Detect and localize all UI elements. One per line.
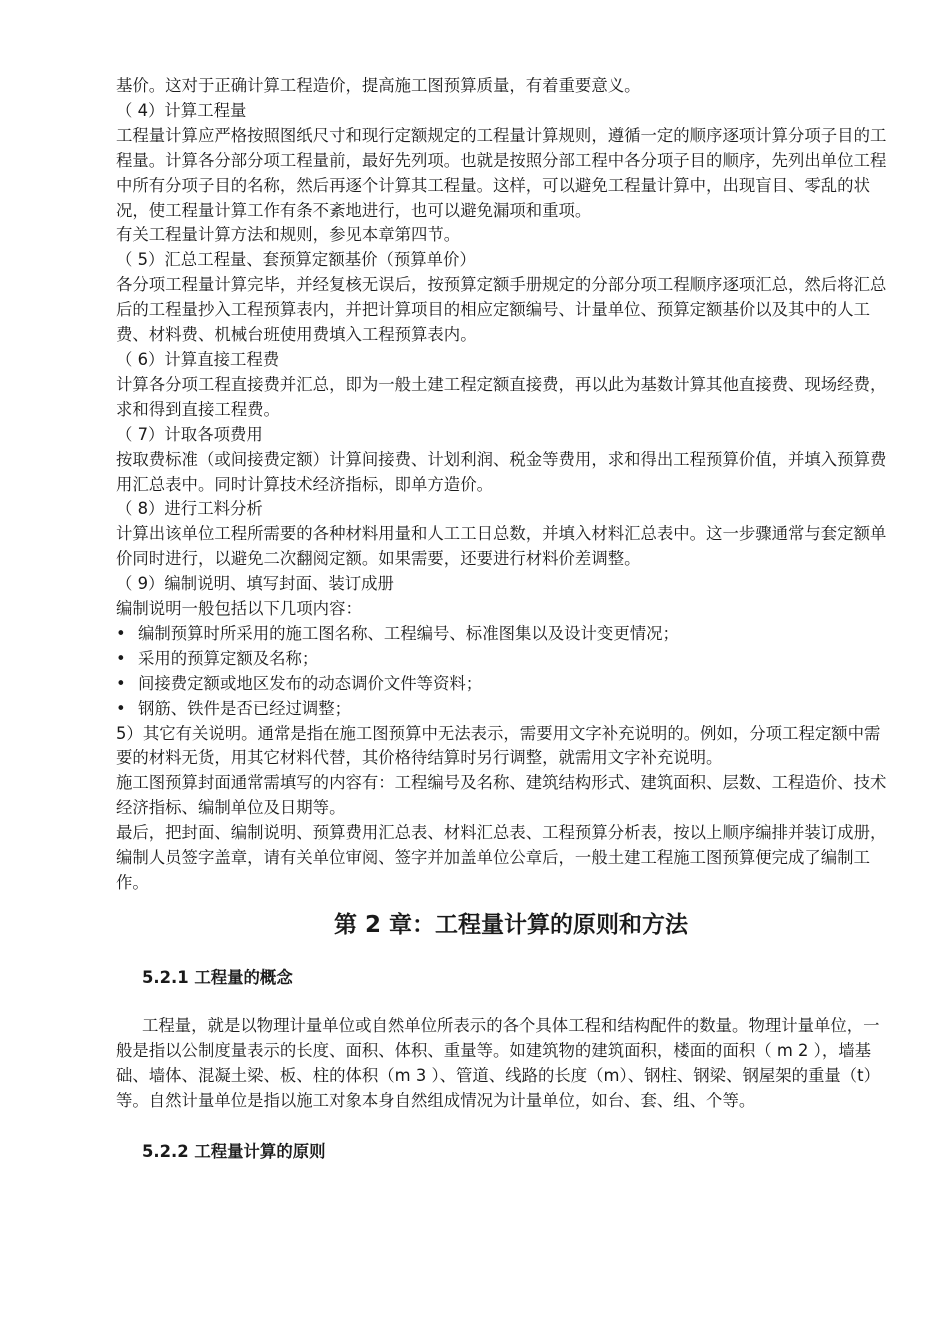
list-item-text: 采用的预算定额及名称； (138, 648, 319, 668)
list-item (116, 672, 892, 697)
bullet-icon: • (116, 673, 126, 693)
step-heading: （ 5）汇总工程量、套预算定额基价（预算单价） (116, 250, 476, 270)
bullet-icon: • (116, 623, 126, 643)
step-heading: （ 7）计取各项费用 (116, 424, 263, 444)
paragraph: 计算出该单位工程所需要的各种材料用量和人工工日总数，并填入材料汇总表中。这一步骤通常与套定额单价同时进行，以避免二次翻阅定额。如果需要，还要进行材料价差调整。 (116, 524, 887, 569)
paragraph: 编制说明一般包括以下几项内容： (116, 599, 362, 619)
bullet-icon: • (116, 648, 126, 668)
step-heading: （ 4）计算工程量 (116, 100, 247, 120)
step-heading: （ 6）计算直接工程费 (116, 349, 280, 369)
paragraph: 5）其它有关说明。通常是指在施工图预算中无法表示，需要用文字补充说明的。例如，分项工程定额中需要的材料无货，用其它材料代替，其价格待结算时另行调整，就需用文字补充说明。 (116, 723, 881, 768)
step-heading: （ 8）进行工料分析 (116, 499, 263, 519)
list-item (116, 697, 892, 722)
section-heading: 5.2.2 工程量计算的原则 (142, 1141, 326, 1161)
bullet-list (116, 622, 892, 722)
paragraph: 各分项工程量计算完毕，并经复核无误后，按预算定额手册规定的分部分项工程顺序逐项汇总，然后将汇总后的工程量抄入工程预算表内，并把计算项目的相应定额编号、计量单位、预算定额基价以及其中的人工费、材料费、机械台班使用费填入工程预算表内。 (116, 275, 887, 345)
list-item (116, 647, 892, 672)
chapter-title: 第 2 章：工程量计算的原则和方法 (333, 911, 689, 938)
list-item (116, 622, 892, 647)
section-paragraph: 工程量，就是以物理计量单位或自然单位所表示的各个具体工程和结构配件的数量。物理计量单位，一般是指以公制度量表示的长度、面积、体积、重量等。如建筑物的建筑面积，楼面的面积（ m 2 ），墙基础、墙体、混凝土梁、板、柱的体积（m 3 ）、管道、线路的长度（m）、钢柱、钢梁、钢屋架的重量（t）等。自然计量单位是指以施工对象本身自然组成情况为计量单位，如台、套、组、个等。 (116, 1015, 880, 1110)
paragraph: 最后，把封面、编制说明、预算费用汇总表、材料汇总表、工程预算分析表，按以上顺序编排并装订成册，编制人员签字盖章，请有关单位审阅、签字并加盖单位公章后，一般土建工程施工图预算便完成了编制工作。 (116, 823, 887, 892)
list-item-text: 编制预算时所采用的施工图名称、工程编号、标准图集以及设计变更情况； (138, 623, 679, 643)
list-item-text: 钢筋、铁件是否已经过调整； (138, 698, 352, 718)
paragraph: 工程量计算应严格按照图纸尺寸和现行定额规定的工程量计算规则，遵循一定的顺序逐项计算分项子目的工程量。计算各分部分项工程量前，最好先列项。也就是按照分部工程中各分项子目的顺序，先列出单位工程中所有分项子目的名称，然后再逐个计算其工程量。这样，可以避免工程量计算中，出现盲目、零乱的状况，使工程量计算工作有条不紊地进行，也可以避免漏项和重项。 (116, 125, 887, 220)
step-heading: （ 9）编制说明、填写封面、装订成册 (116, 574, 394, 594)
paragraph: 有关工程量计算方法和规则，参见本章第四节。 (116, 225, 461, 245)
paragraph: 施工图预算封面通常需填写的内容有：工程编号及名称、建筑结构形式、建筑面积、层数、工程造价、技术经济指标、编制单位及日期等。 (116, 773, 887, 818)
paragraph: 按取费标准（或间接费定额）计算间接费、计划利润、税金等费用，求和得出工程预算价值，并填入预算费用汇总表中。同时计算技术经济指标，即单方造价。 (116, 449, 887, 494)
paragraph: 计算各分项工程直接费并汇总，即为一般土建工程定额直接费，再以此为基数计算其他直接费、现场经费，求和得到直接工程费。 (116, 374, 887, 419)
section-heading: 5.2.1 工程量的概念 (142, 967, 293, 987)
list-item-text: 间接费定额或地区发布的动态调价文件等资料； (138, 673, 483, 693)
document-body (116, 74, 892, 1164)
paragraph: 基价。这对于正确计算工程造价，提高施工图预算质量，有着重要意义。 (116, 76, 641, 95)
bullet-icon: • (116, 698, 126, 718)
